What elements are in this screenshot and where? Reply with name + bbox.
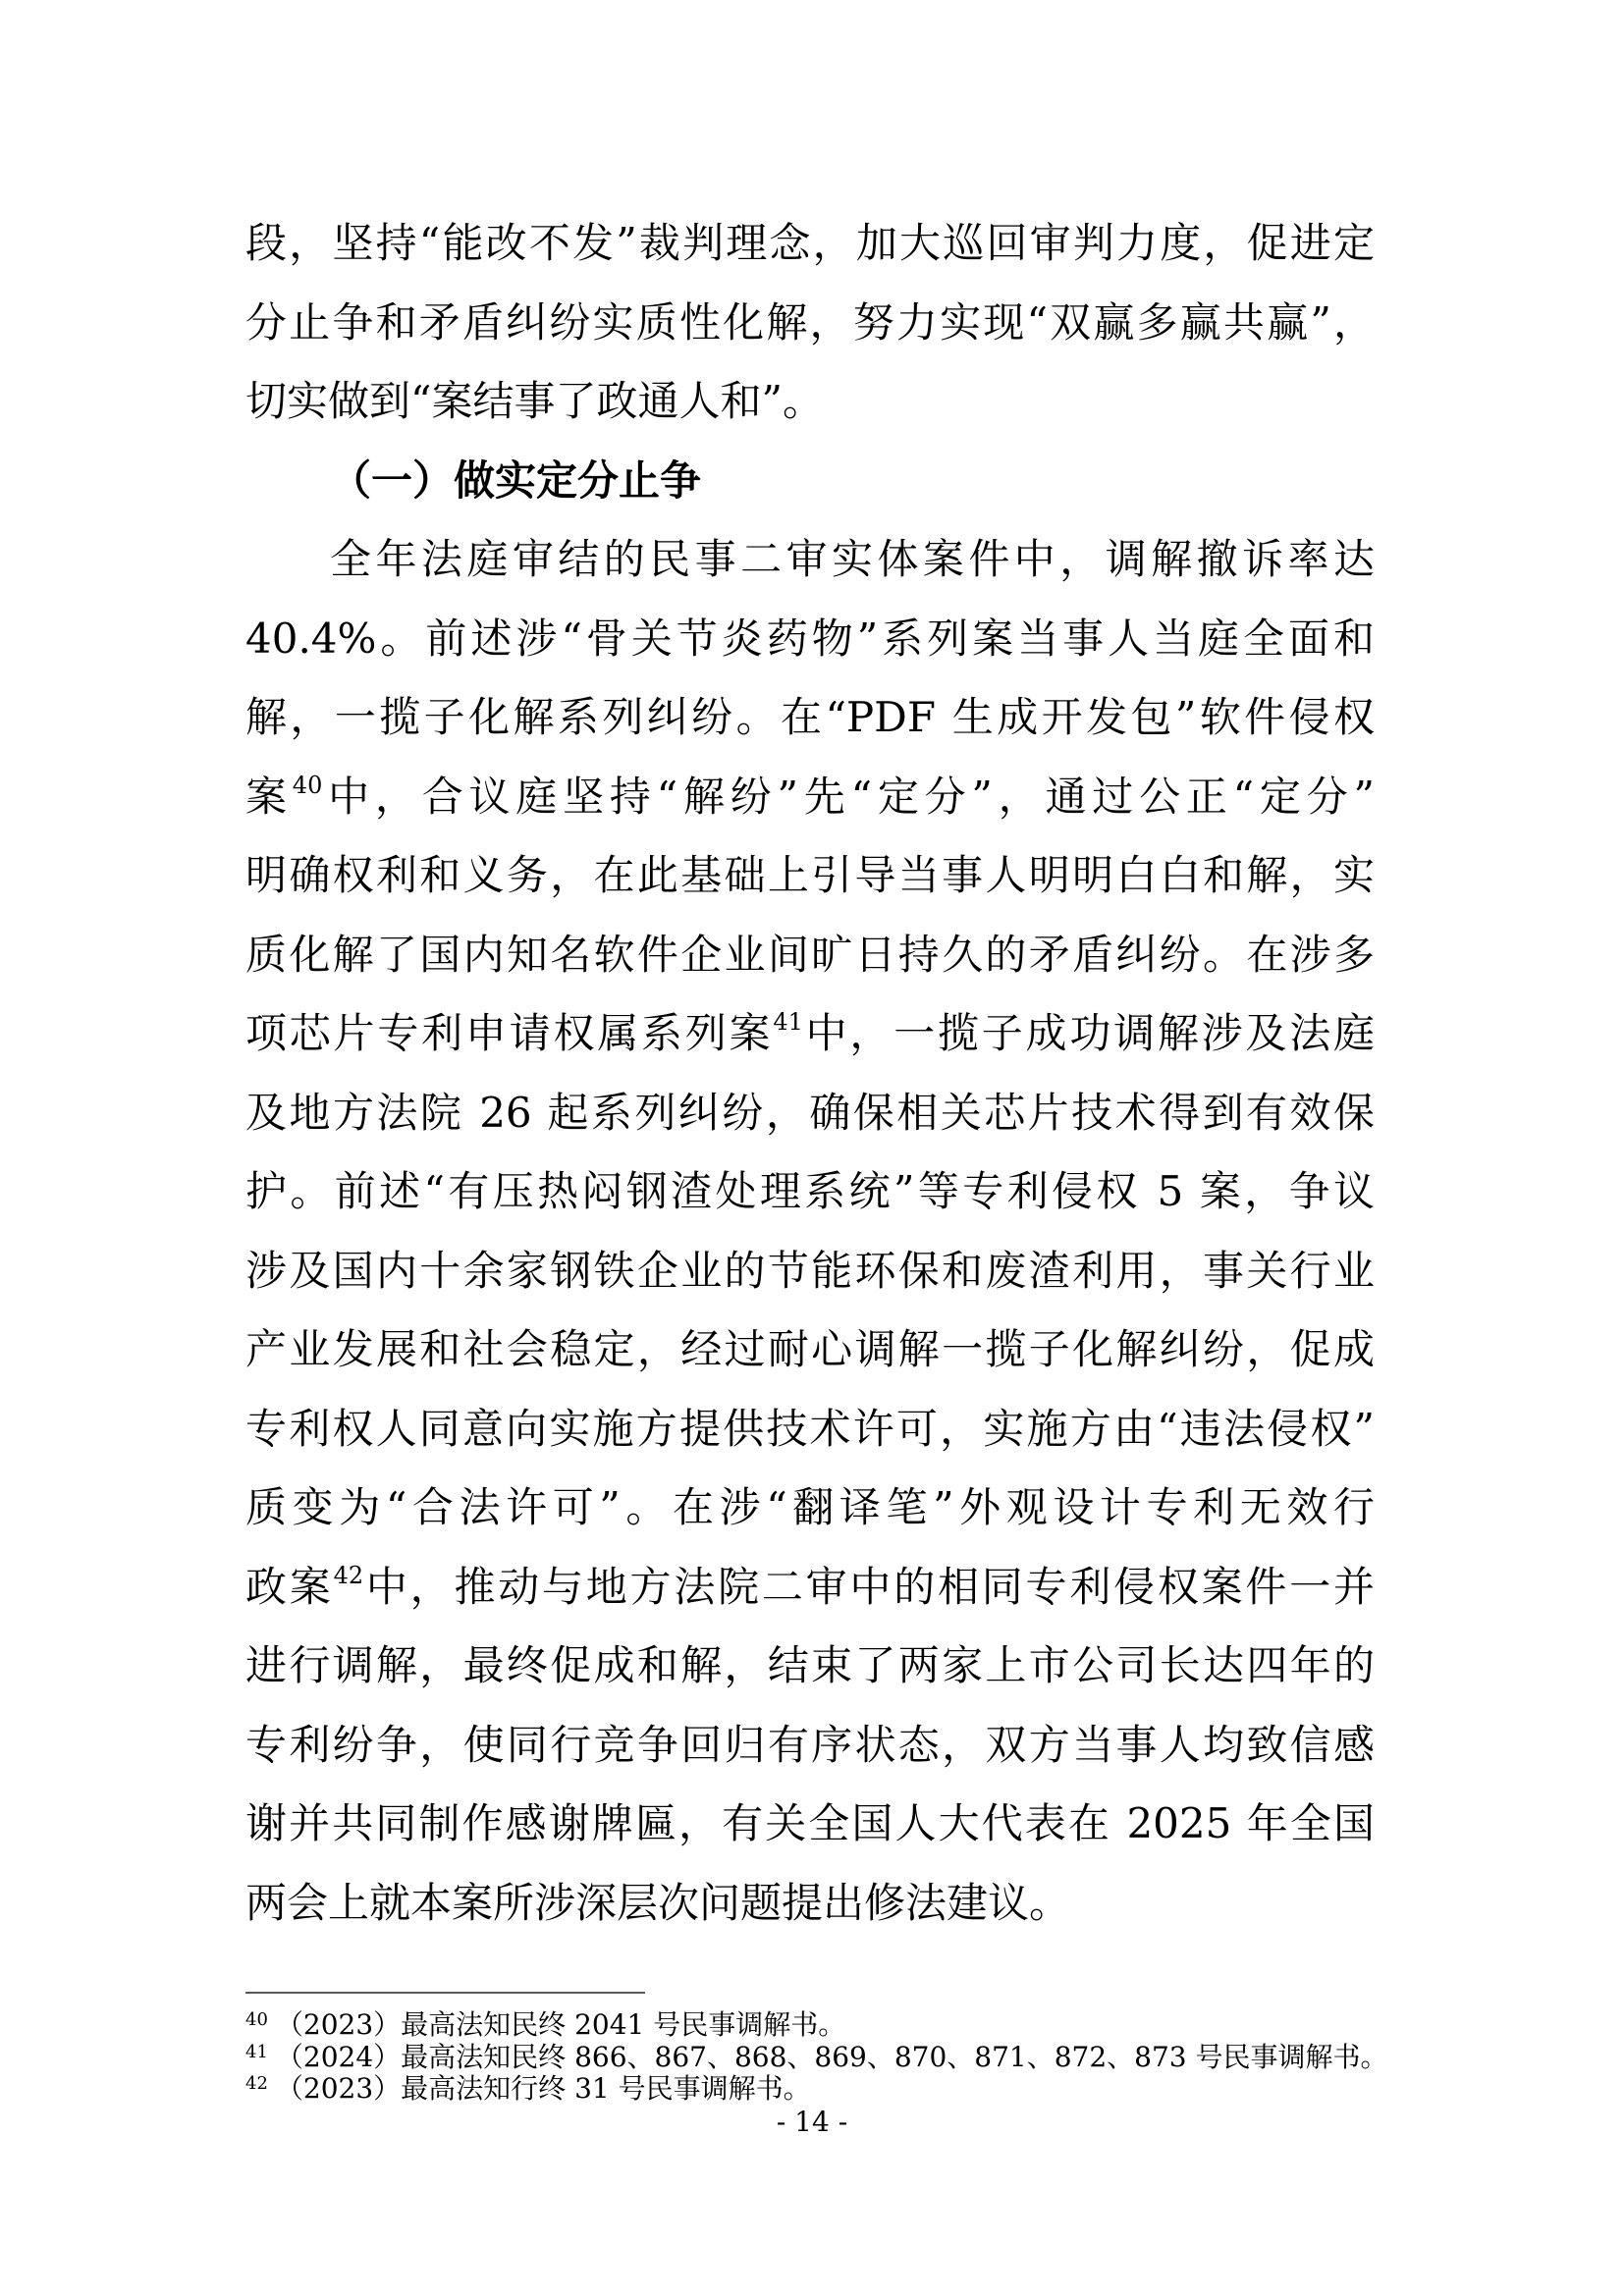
footnote-reference: 41 (773, 1008, 803, 1036)
footnote-reference: 42 (333, 1561, 364, 1589)
text-line: 40.4%。前述涉“骨关节炎药物”系列案当事人当庭全面和 (245, 614, 1375, 663)
footnote-marker: 41 (245, 2041, 268, 2062)
section-heading: （一）做实定分止争 (330, 455, 702, 505)
text-line: 及地方法院 26 起系列纠纷，确保相关芯片技术得到有效保 (245, 1088, 1375, 1137)
text-segment: 政案 (245, 1562, 334, 1611)
text-line: 两会上就本案所涉深层次问题提出修法建议。 (245, 1878, 1071, 1927)
text-line: 谢并共同制作感谢牌匾，有关全国人大代表在 2025 年全国 (245, 1799, 1375, 1847)
footnote (245, 2040, 1388, 2074)
text-line: 质化解了国内知名软件企业间旷日持久的矛盾纠纷。在涉多 (245, 930, 1375, 979)
text-line: 专利纷争，使同行竞争回归有序状态，双方当事人均致信感 (245, 1720, 1375, 1769)
page-number: - 14 - (776, 2106, 848, 2138)
text-line: 切实做到“案结事了政通人和”。 (245, 377, 824, 425)
footnote-text: （2024）最高法知民终 866、867、868、869、870、871、872、873 号民事调解书。 (275, 2040, 1388, 2073)
footnote-separator (245, 1992, 645, 1994)
text-segment: 中，一揽子成功调解涉及法庭 (802, 1009, 1375, 1057)
footnote-marker: 40 (245, 2009, 268, 2030)
text-line: 分止争和矛盾纠纷实质性化解，努力实现“双赢多赢共赢”， (245, 297, 1375, 347)
footnote-area (245, 1992, 1388, 2106)
footnote-text: （2023）最高法知行终 31 号民事调解书。 (275, 2072, 811, 2105)
text-line: 进行调解，最终促成和解，结束了两家上市公司长达四年的 (245, 1641, 1375, 1689)
text-line (245, 758, 1375, 837)
footnote-marker: 42 (245, 2073, 268, 2094)
text-line: 段，坚持“能改不发”裁判理念，加大巡回审判力度，促进定 (245, 219, 1375, 267)
text-line (245, 994, 1375, 1074)
text-line (245, 1548, 1375, 1628)
footnote-text: （2023）最高法知民终 2041 号民事调解书。 (275, 2008, 846, 2041)
text-line: 产业发展和社会稳定，经过耐心调解一揽子化解纠纷，促成 (245, 1325, 1375, 1373)
text-segment: 项芯片专利申请权属系列案 (245, 1009, 774, 1057)
footnote (245, 2009, 1375, 2042)
text-line: 质变为“合法许可”。在涉“翻译笔”外观设计专利无效行 (245, 1483, 1375, 1531)
footnote (245, 2073, 1375, 2106)
text-line: 全年法庭审结的民事二审实体案件中，调解撤诉率达 (330, 535, 1375, 583)
text-line: 专利权人同意向实施方提供技术许可，实施方由“违法侵权” (245, 1404, 1375, 1453)
text-line: 护。前述“有压热闷钢渣处理系统”等专利侵权 5 案，争议 (245, 1167, 1375, 1215)
text-segment: 中，推动与地方法院二审中的相同专利侵权案件一并 (363, 1562, 1375, 1611)
text-segment: 中，合议庭坚持“解纷”先“定分”，通过公正“定分” (322, 772, 1375, 821)
text-line: 明确权利和义务，在此基础上引导当事人明明白白和解，实 (245, 851, 1375, 899)
text-line: 涉及国内十余家钢铁企业的节能环保和废渣利用，事关行业 (245, 1246, 1375, 1295)
page-body (245, 204, 1375, 1943)
text-segment: 案 (245, 772, 293, 821)
footnote-reference: 40 (292, 771, 323, 799)
text-line: 解，一揽子化解系列纠纷。在“PDF 生成开发包”软件侵权 (245, 693, 1375, 741)
